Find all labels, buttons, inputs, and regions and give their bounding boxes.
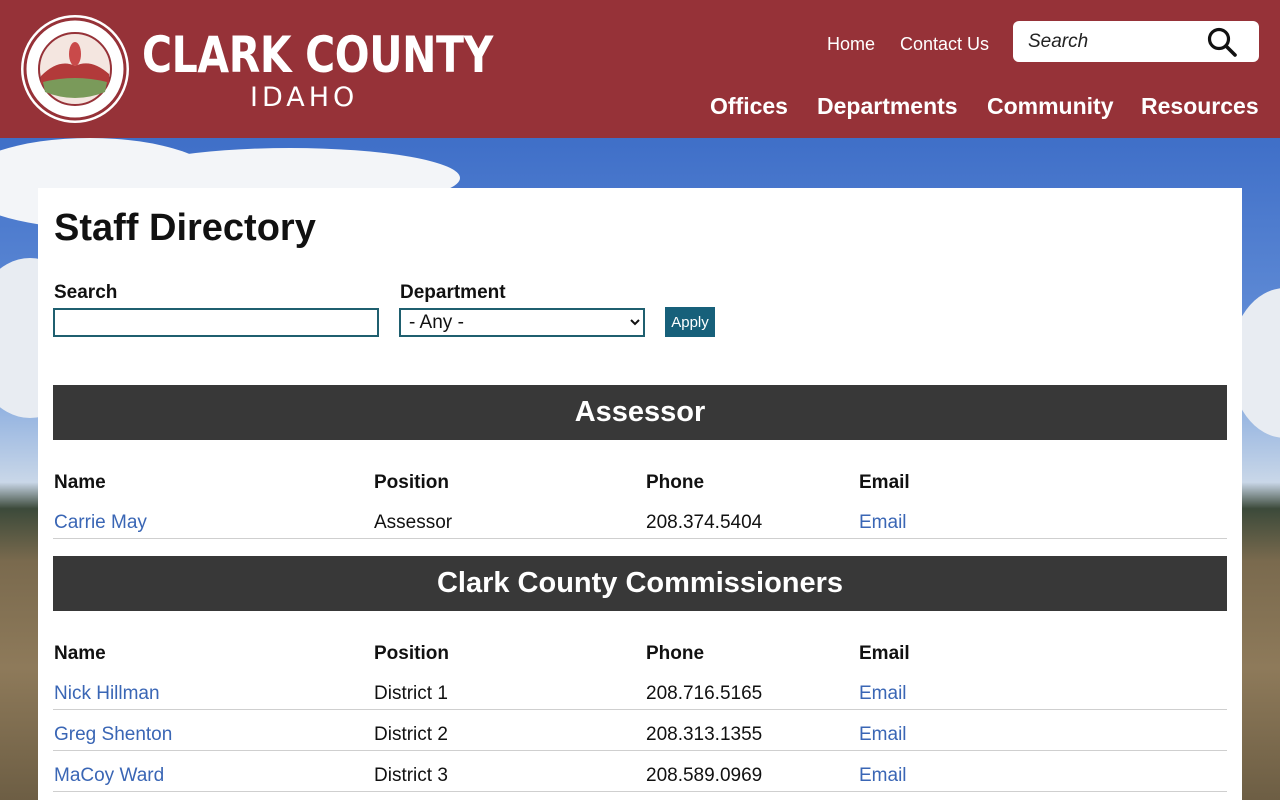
contact-us-link[interactable]: Contact Us (900, 34, 990, 54)
column-header-email: Email (859, 472, 910, 493)
staff-name-link[interactable]: Nick Hillman (54, 683, 160, 704)
staff-position: Assessor (374, 512, 453, 533)
column-header-phone: Phone (646, 472, 705, 493)
department-select[interactable] (399, 308, 645, 337)
nav-departments[interactable]: Departments (817, 93, 958, 119)
staff-phone: 208.374.5404 (646, 512, 763, 533)
nav-resources[interactable]: Resources (1141, 93, 1259, 119)
staff-email-link[interactable]: Email (859, 683, 907, 704)
staff-phone: 208.716.5165 (646, 683, 763, 704)
section-header-assessor: Assessor (53, 385, 1227, 440)
search-label: Search (54, 282, 118, 303)
section-header-commissioners: Clark County Commissioners (53, 556, 1227, 611)
site-search-input[interactable] (1013, 21, 1213, 62)
row-divider (53, 750, 1227, 751)
row-divider (53, 709, 1227, 710)
brand-name[interactable]: CLARK COUNTY (142, 26, 493, 84)
nav-community[interactable]: Community (987, 93, 1114, 119)
department-label: Department (400, 282, 506, 303)
staff-name-link[interactable]: Greg Shenton (54, 724, 173, 745)
staff-email-link[interactable]: Email (859, 512, 907, 533)
staff-phone: 208.313.1355 (646, 724, 763, 745)
column-header-email: Email (859, 643, 910, 664)
staff-phone: 208.589.0969 (646, 765, 763, 786)
staff-search-input[interactable] (53, 308, 379, 337)
column-header-name: Name (54, 472, 106, 493)
row-divider (53, 538, 1227, 539)
staff-name-link[interactable]: MaCoy Ward (54, 765, 165, 786)
home-link[interactable]: Home (827, 34, 876, 54)
column-header-phone: Phone (646, 643, 705, 664)
apply-button[interactable]: Apply (665, 307, 715, 337)
site-header (0, 0, 1280, 138)
column-header-position: Position (374, 472, 449, 493)
row-divider (53, 791, 1227, 792)
brand-subtitle[interactable]: IDAHO (250, 82, 359, 113)
column-header-position: Position (374, 643, 449, 664)
search-icon[interactable] (1206, 26, 1238, 58)
staff-position: District 2 (374, 724, 448, 745)
nav-offices[interactable]: Offices (710, 93, 788, 119)
staff-email-link[interactable]: Email (859, 724, 907, 745)
county-seal-logo[interactable] (19, 14, 131, 124)
staff-position: District 1 (374, 683, 448, 704)
column-header-name: Name (54, 643, 106, 664)
page-title: Staff Directory (54, 207, 316, 249)
staff-position: District 3 (374, 765, 448, 786)
staff-name-link[interactable]: Carrie May (54, 512, 147, 533)
staff-email-link[interactable]: Email (859, 765, 907, 786)
